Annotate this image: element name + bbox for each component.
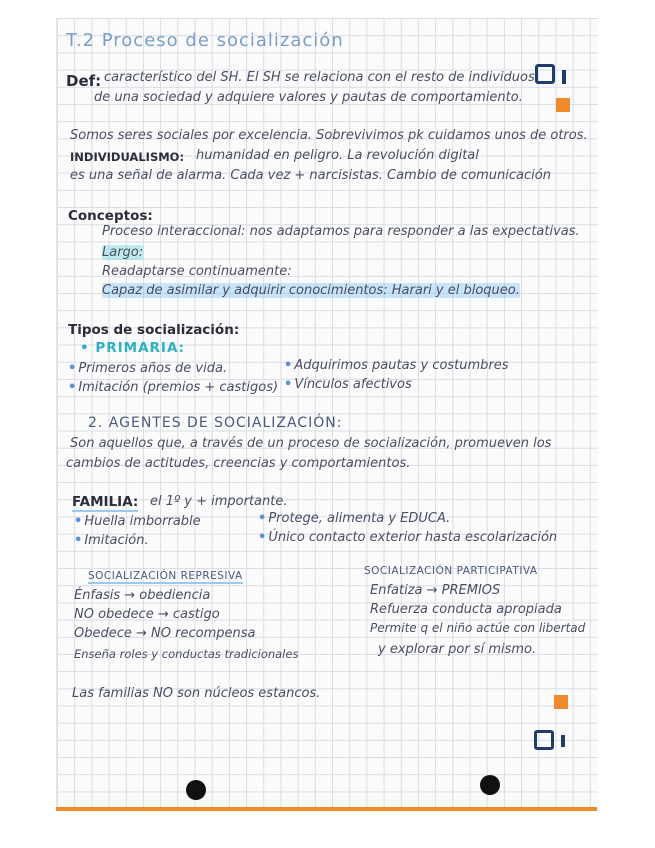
- participative-item: Permite q el niño actúe con libertad: [370, 621, 586, 635]
- definition-line-2: de una sociedad y adquiere valores y pautas de comportamiento.: [94, 90, 523, 105]
- binder-hole-icon: [186, 780, 206, 800]
- definition-label: Def:: [66, 72, 102, 90]
- participative-heading: SOCIALIZACIÓN PARTICIPATIVA: [364, 565, 538, 577]
- repressive-item: Obedece → NO recompensa: [74, 626, 256, 641]
- repressive-item: NO obedece → castigo: [74, 607, 220, 622]
- participative-item: y explorar por sí mismo.: [378, 642, 537, 657]
- agents-line-1: Son aquellos que, a través de un proceso de socialización, promueven los: [70, 436, 552, 451]
- primary-right-item: • Adquirimos pautas y costumbres: [284, 358, 509, 373]
- repressive-heading: SOCIALIZACIÓN REPRESIVA: [88, 570, 243, 582]
- orange-marker-top: [556, 98, 570, 112]
- family-left-item: • Huella imborrable: [74, 514, 201, 529]
- page-bottom-rule: [56, 807, 597, 811]
- orange-marker-bottom: [554, 695, 568, 709]
- participative-item: Enfatiza → PREMIOS: [370, 583, 501, 598]
- intro-line-2: humanidad en peligro. La revolución digital: [196, 148, 479, 163]
- types-heading: Tipos de socialización:: [68, 322, 240, 338]
- primary-label: • PRIMARIA:: [80, 340, 186, 356]
- closing-line: Las familias NO son núcleos estancos.: [72, 686, 321, 701]
- primary-left-item: • Imitación (premios + castigos): [68, 380, 279, 395]
- repressive-item: Enseña roles y conductas tradicionales: [74, 647, 299, 661]
- binder-hole-icon: [480, 775, 500, 795]
- agents-heading: 2. AGENTES DE SOCIALIZACIÓN:: [88, 415, 343, 431]
- concept-item: Readaptarse continuamente:: [102, 264, 292, 279]
- family-left-item: • Imitación.: [74, 533, 149, 548]
- repressive-item: Énfasis → obediencia: [74, 588, 211, 603]
- primary-right-item: • Vínculos afectivos: [284, 377, 412, 392]
- family-right-item: • Protege, alimenta y EDUCA.: [258, 511, 451, 526]
- concept-item: Largo:: [102, 245, 144, 260]
- intro-line-1: Somos seres sociales por excelencia. Sobrevivimos pk cuidamos unos de otros.: [70, 128, 588, 143]
- family-label: FAMILIA:: [72, 494, 139, 510]
- concept-item: Proceso interaccional: nos adaptamos para responder a las expectativas.: [102, 224, 580, 239]
- definition-line-1: característico del SH. El SH se relaciona con el resto de individuos: [104, 70, 535, 85]
- agents-line-2: cambios de actitudes, creencias y comportamientos.: [66, 456, 411, 471]
- individualism-label: INDIVIDUALISMO:: [70, 150, 185, 164]
- primary-left-item: • Primeros años de vida.: [68, 361, 228, 376]
- concept-item: Capaz de asimilar y adquirir conocimientos: Harari y el bloqueo.: [102, 283, 520, 298]
- participative-item: Refuerza conducta apropiada: [370, 602, 562, 617]
- notebook-logo-icon: [534, 730, 554, 750]
- page-title: T.2 Proceso de socialización: [66, 30, 344, 51]
- notebook-logo-bar: [561, 735, 565, 747]
- family-right-item: • Único contacto exterior hasta escolarización: [258, 530, 558, 545]
- notebook-logo-icon: [535, 64, 555, 84]
- concepts-heading: Conceptos:: [68, 208, 153, 224]
- notebook-logo-bar: [562, 70, 566, 84]
- intro-line-3: es una señal de alarma. Cada vez + narcisistas. Cambio de comunicación: [70, 168, 551, 183]
- family-desc: el 1º y + importante.: [150, 494, 288, 509]
